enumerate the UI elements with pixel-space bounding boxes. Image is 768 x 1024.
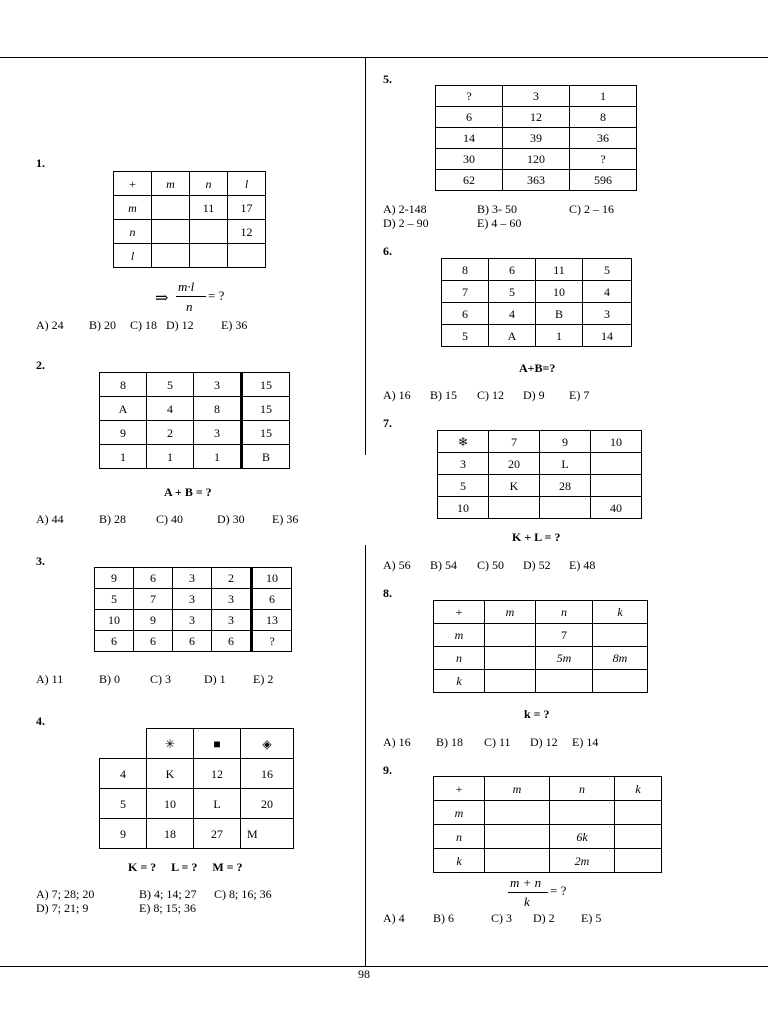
table-cell: 40 [591,497,642,519]
answer-a: A) 16 [383,735,411,749]
formula-numerator: m·l [178,279,195,294]
answer-d: D) 2 [533,911,555,925]
table-cell: 6 [134,568,173,589]
answer-e: E) 8; 15; 36 [139,901,196,915]
table-row [436,128,637,149]
answer-b: B) 54 [430,558,457,572]
table-cell: 20 [241,789,294,819]
table-cell: m [152,172,190,196]
problem-4-number: 4. [36,714,45,728]
table-row [436,107,637,128]
table-row [95,610,292,631]
table-row [434,601,648,624]
table-cell: 1 [536,325,583,347]
problem-8-number: 8. [383,586,392,600]
table-cell: m [434,624,485,647]
table-cell: 17 [228,196,266,220]
table-row [100,397,290,421]
page-number: 98 [358,967,370,981]
table-cell: A [100,397,147,421]
table-cell: 6k [550,825,615,849]
table-cell [152,196,190,220]
table-cell: 5m [536,647,593,670]
problem-3-number: 3. [36,554,45,568]
table-cell: 6 [173,631,212,652]
table-cell: k [434,670,485,693]
implies-arrow: ⇒ [155,290,169,307]
table-cell [615,801,662,825]
table-cell: 363 [503,170,570,191]
answer-c: C) 50 [477,558,504,572]
table-cell: 3 [173,610,212,631]
table-row [114,220,266,244]
problem-5-number: 5. [383,72,392,86]
table-cell: 10 [252,568,292,589]
answer-c: C) 3 [150,672,171,686]
answer-d: D) 1 [204,672,226,686]
problem-6-question: A+B=? [519,361,556,375]
table-cell: 120 [503,149,570,170]
table-cell: 10 [591,431,642,453]
problem-3-table [94,567,292,652]
table-cell: ? [570,149,637,170]
table-row [436,149,637,170]
table-cell: n [114,220,152,244]
answer-c: C) 8; 16; 36 [214,887,272,901]
table-cell: l [114,244,152,268]
answer-e: E) 7 [569,388,590,402]
table-cell: n [190,172,228,196]
table-row [95,589,292,610]
table-cell: n [434,647,485,670]
table-cell [489,497,540,519]
answer-a: A) 2-148 [383,202,427,216]
table-cell: 8 [570,107,637,128]
table-cell: 4 [489,303,536,325]
table-cell [100,729,147,759]
table-cell: 9 [100,819,147,849]
table-cell: m [485,601,536,624]
table-row [100,819,294,849]
table-cell: 14 [436,128,503,149]
answer-e: E) 4 – 60 [477,216,522,230]
table-row [95,631,292,652]
table-cell: 11 [190,196,228,220]
table-cell: ■ [194,729,241,759]
formula-rhs: = ? [550,883,567,898]
table-cell: 5 [147,373,194,397]
answer-e: E) 36 [221,318,248,332]
table-cell [485,849,550,873]
table-cell: ◈ [241,729,294,759]
answer-a: A) 4 [383,911,405,925]
formula-denominator: k [524,894,530,909]
table-cell: 15 [242,397,290,421]
table-cell: 596 [570,170,637,191]
table-cell: 2 [147,421,194,445]
answer-a: A) 44 [36,512,64,526]
problem-4-table [99,728,294,849]
table-cell: 4 [100,759,147,789]
table-cell: 2m [550,849,615,873]
table-cell: L [540,453,591,475]
table-row [434,624,648,647]
table-cell [152,220,190,244]
table-cell: 14 [583,325,632,347]
table-row [436,86,637,107]
table-cell: n [536,601,593,624]
table-cell: 6 [134,631,173,652]
table-row [100,421,290,445]
table-cell: 27 [194,819,241,849]
table-cell: 6 [442,303,489,325]
table-cell: 3 [438,453,489,475]
problem-2-question: A + B = ? [164,485,212,499]
answer-d: D) 2 – 90 [383,216,429,230]
table-cell [593,624,648,647]
table-row [436,170,637,191]
table-cell [485,624,536,647]
table-cell: 1 [570,86,637,107]
table-cell: 6 [489,259,536,281]
problem-6-number: 6. [383,244,392,258]
table-cell [190,220,228,244]
table-row [114,244,266,268]
formula-rhs: = ? [208,288,225,303]
table-cell: B [536,303,583,325]
answer-d: D) 52 [523,558,551,572]
answer-d: D) 9 [523,388,545,402]
table-cell: 6 [212,631,252,652]
table-cell: 6 [436,107,503,128]
table-cell: ❄ [438,431,489,453]
answer-a: A) 56 [383,558,411,572]
table-cell: k [615,777,662,801]
answer-d: D) 12 [530,735,558,749]
answer-a: A) 11 [36,672,64,686]
table-cell: k [434,849,485,873]
table-cell: 39 [503,128,570,149]
answer-e: E) 5 [581,911,602,925]
problem-2-table [99,372,290,469]
table-cell: K [489,475,540,497]
problem-9-number: 9. [383,763,392,777]
table-cell [485,670,536,693]
answer-a: A) 24 [36,318,64,332]
table-row [442,325,632,347]
table-cell: 8 [194,397,242,421]
table-cell: 5 [95,589,134,610]
problem-9-formula [508,875,598,911]
table-cell: 1 [147,445,194,469]
table-row [438,453,642,475]
table-cell: 28 [540,475,591,497]
table-cell: + [434,601,485,624]
table-cell [540,497,591,519]
problem-4-question: K = ? L = ? M = ? [128,860,243,874]
answer-d: D) 12 [166,318,194,332]
table-cell [485,825,550,849]
table-cell: 11 [536,259,583,281]
table-cell: l [228,172,266,196]
table-cell: 4 [147,397,194,421]
answer-c: C) 12 [477,388,504,402]
answer-b: B) 3- 50 [477,202,517,216]
table-cell [615,849,662,873]
table-cell [591,475,642,497]
answer-e: E) 48 [569,558,596,572]
table-cell: 3 [583,303,632,325]
table-cell: 36 [570,128,637,149]
table-cell [190,244,228,268]
table-cell: ? [252,631,292,652]
column-divider-lower [365,545,366,966]
table-cell: 9 [100,421,147,445]
table-cell: k [593,601,648,624]
answer-b: B) 20 [89,318,116,332]
table-cell: 8m [593,647,648,670]
table-cell: 7 [134,589,173,610]
table-row [442,303,632,325]
table-cell: M [241,819,294,849]
answer-e: E) 36 [272,512,299,526]
table-row [100,789,294,819]
table-cell: 10 [95,610,134,631]
table-cell: 62 [436,170,503,191]
fraction-bar [508,892,548,893]
table-cell: 15 [242,421,290,445]
table-cell: 3 [212,610,252,631]
problem-8-table [433,600,648,693]
table-cell [593,670,648,693]
table-cell: 2 [212,568,252,589]
problem-7-number: 7. [383,416,392,430]
table-cell: + [114,172,152,196]
table-cell: 8 [442,259,489,281]
table-row [434,647,648,670]
table-cell: 4 [583,281,632,303]
table-cell: 7 [489,431,540,453]
table-cell: 12 [503,107,570,128]
table-cell: 1 [100,445,147,469]
table-cell: 5 [442,325,489,347]
answer-c: C) 40 [156,512,183,526]
formula-numerator: m + n [510,875,542,890]
column-divider-upper [365,57,366,455]
table-row [438,497,642,519]
answer-c: C) 11 [484,735,511,749]
answer-d: D) 30 [217,512,245,526]
table-row [100,729,294,759]
table-cell [550,801,615,825]
answer-d: D) 7; 21; 9 [36,901,89,915]
table-cell [485,801,550,825]
table-cell: 30 [436,149,503,170]
answer-b: B) 0 [99,672,120,686]
table-cell: 3 [194,373,242,397]
table-cell: ✳ [147,729,194,759]
answer-a: A) 7; 28; 20 [36,887,95,901]
table-cell: A [489,325,536,347]
table-cell: 12 [194,759,241,789]
table-row [434,777,662,801]
table-cell: K [147,759,194,789]
problem-6-table [441,258,632,347]
answer-e: E) 14 [572,735,599,749]
table-cell [591,453,642,475]
answer-b: B) 28 [99,512,126,526]
table-cell: 9 [134,610,173,631]
answer-b: B) 4; 14; 27 [139,887,197,901]
bottom-rule [0,966,768,967]
problem-7-question: K + L = ? [512,530,561,544]
answer-b: B) 18 [436,735,463,749]
table-cell: 15 [242,373,290,397]
table-cell: 10 [147,789,194,819]
problem-8-question: k = ? [524,707,550,721]
table-row [438,431,642,453]
answer-e: E) 2 [253,672,274,686]
table-row [100,445,290,469]
table-row [100,759,294,789]
table-cell: 5 [438,475,489,497]
table-row [114,172,266,196]
table-cell: 5 [100,789,147,819]
table-cell: 5 [489,281,536,303]
formula-denominator: n [186,299,193,314]
table-cell: 9 [95,568,134,589]
table-cell: n [550,777,615,801]
table-cell: 1 [194,445,242,469]
problem-1-formula [155,279,275,315]
table-cell: 6 [95,631,134,652]
table-cell: L [194,789,241,819]
table-cell: 5 [583,259,632,281]
table-cell: n [434,825,485,849]
table-row [442,281,632,303]
table-cell: m [114,196,152,220]
table-cell [536,670,593,693]
table-row [442,259,632,281]
table-cell: 8 [100,373,147,397]
table-cell: 18 [147,819,194,849]
table-row [434,825,662,849]
table-cell [485,647,536,670]
table-cell: m [485,777,550,801]
table-cell: 20 [489,453,540,475]
table-row [434,670,648,693]
table-row [434,849,662,873]
problem-1-number: 1. [36,156,45,170]
table-cell [228,244,266,268]
table-cell: + [434,777,485,801]
table-cell [615,825,662,849]
answer-b: B) 15 [430,388,457,402]
table-cell: 3 [194,421,242,445]
table-cell: 6 [252,589,292,610]
problem-9-table [433,776,662,873]
table-cell: 3 [173,589,212,610]
table-cell: 9 [540,431,591,453]
table-cell: 7 [536,624,593,647]
table-cell: 7 [442,281,489,303]
answer-a: A) 16 [383,388,411,402]
problem-2-number: 2. [36,358,45,372]
table-cell: 12 [228,220,266,244]
table-cell: 16 [241,759,294,789]
table-cell [152,244,190,268]
table-row [438,475,642,497]
fraction-bar [176,296,206,297]
problem-1-table [113,171,266,268]
problem-7-table [437,430,642,519]
problem-5-table [435,85,637,191]
answer-c: C) 2 – 16 [569,202,614,216]
table-row [95,568,292,589]
table-row [100,373,290,397]
table-cell: 3 [173,568,212,589]
table-cell: ? [436,86,503,107]
table-cell: 10 [536,281,583,303]
table-cell: 13 [252,610,292,631]
answer-c: C) 3 [491,911,512,925]
answer-b: B) 6 [433,911,454,925]
table-row [434,801,662,825]
table-cell: 10 [438,497,489,519]
table-cell: 3 [503,86,570,107]
table-cell: 3 [212,589,252,610]
table-cell: B [242,445,290,469]
top-rule [0,57,768,58]
answer-c: C) 18 [130,318,157,332]
table-cell: m [434,801,485,825]
table-row [114,196,266,220]
